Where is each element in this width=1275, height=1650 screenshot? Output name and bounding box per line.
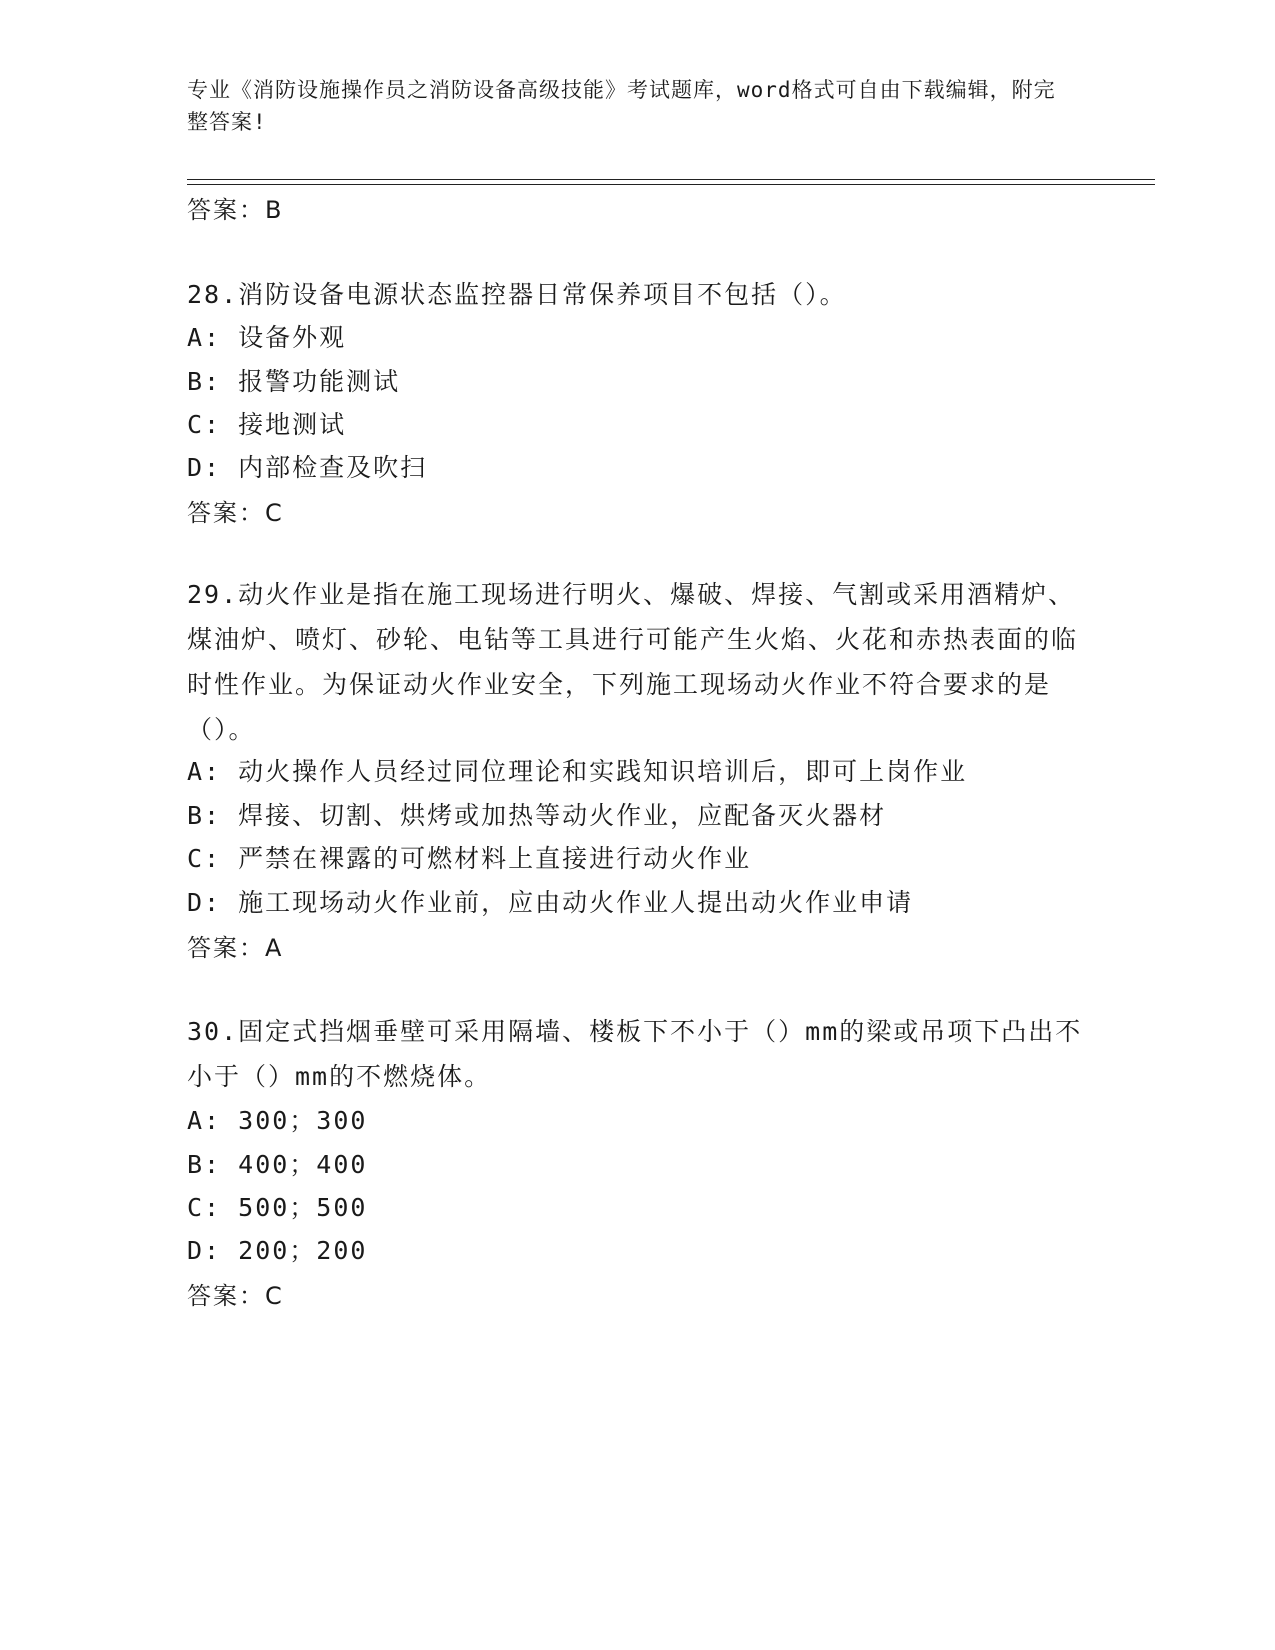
option-d: D: 内部检查及吹扫 [187, 453, 428, 482]
option-a: A: 300；300 [187, 1106, 368, 1135]
question-stem: 30.固定式挡烟垂壁可采用隔墙、楼板下不小于（）mm的梁或吊项下凸出不小于（）mm的不燃烧体。 [187, 1017, 1083, 1091]
answer-line: 答案：A [187, 934, 284, 962]
option-a: A: 设备外观 [187, 323, 347, 352]
option-c: C: 严禁在裸露的可燃材料上直接进行动火作业 [187, 844, 752, 873]
question-stem: 28.消防设备电源状态监控器日常保养项目不包括（）。 [187, 280, 847, 309]
option-c: C: 接地测试 [187, 410, 347, 439]
option-b: B: 400；400 [187, 1150, 368, 1179]
option-a: A: 动火操作人员经过同位理论和实践知识培训后，即可上岗作业 [187, 757, 968, 786]
header-rule-top [187, 179, 1155, 180]
answer-line: 答案：B [187, 196, 284, 224]
answer-line: 答案：C [187, 499, 284, 527]
document-header: 专业《消防设施操作员之消防设备高级技能》考试题库，word格式可自由下载编辑，附完整答案! [187, 78, 1056, 134]
option-d: D: 200；200 [187, 1236, 368, 1265]
question-stem: 29.动火作业是指在施工现场进行明火、爆破、焊接、气割或采用酒精炉、煤油炉、喷灯、砂轮、电钻等工具进行可能产生火焰、火花和赤热表面的临时性作业。为保证动火作业安全，下列施工现场动火作业不符合要求的是（）。 [187, 580, 1079, 744]
header-rule-bottom [187, 184, 1155, 185]
option-c: C: 500；500 [187, 1193, 368, 1222]
option-d: D: 施工现场动火作业前，应由动火作业人提出动火作业申请 [187, 888, 914, 917]
option-b: B: 报警功能测试 [187, 367, 401, 396]
option-b: B: 焊接、切割、烘烤或加热等动火作业，应配备灭火器材 [187, 801, 887, 830]
answer-line: 答案：C [187, 1282, 284, 1310]
